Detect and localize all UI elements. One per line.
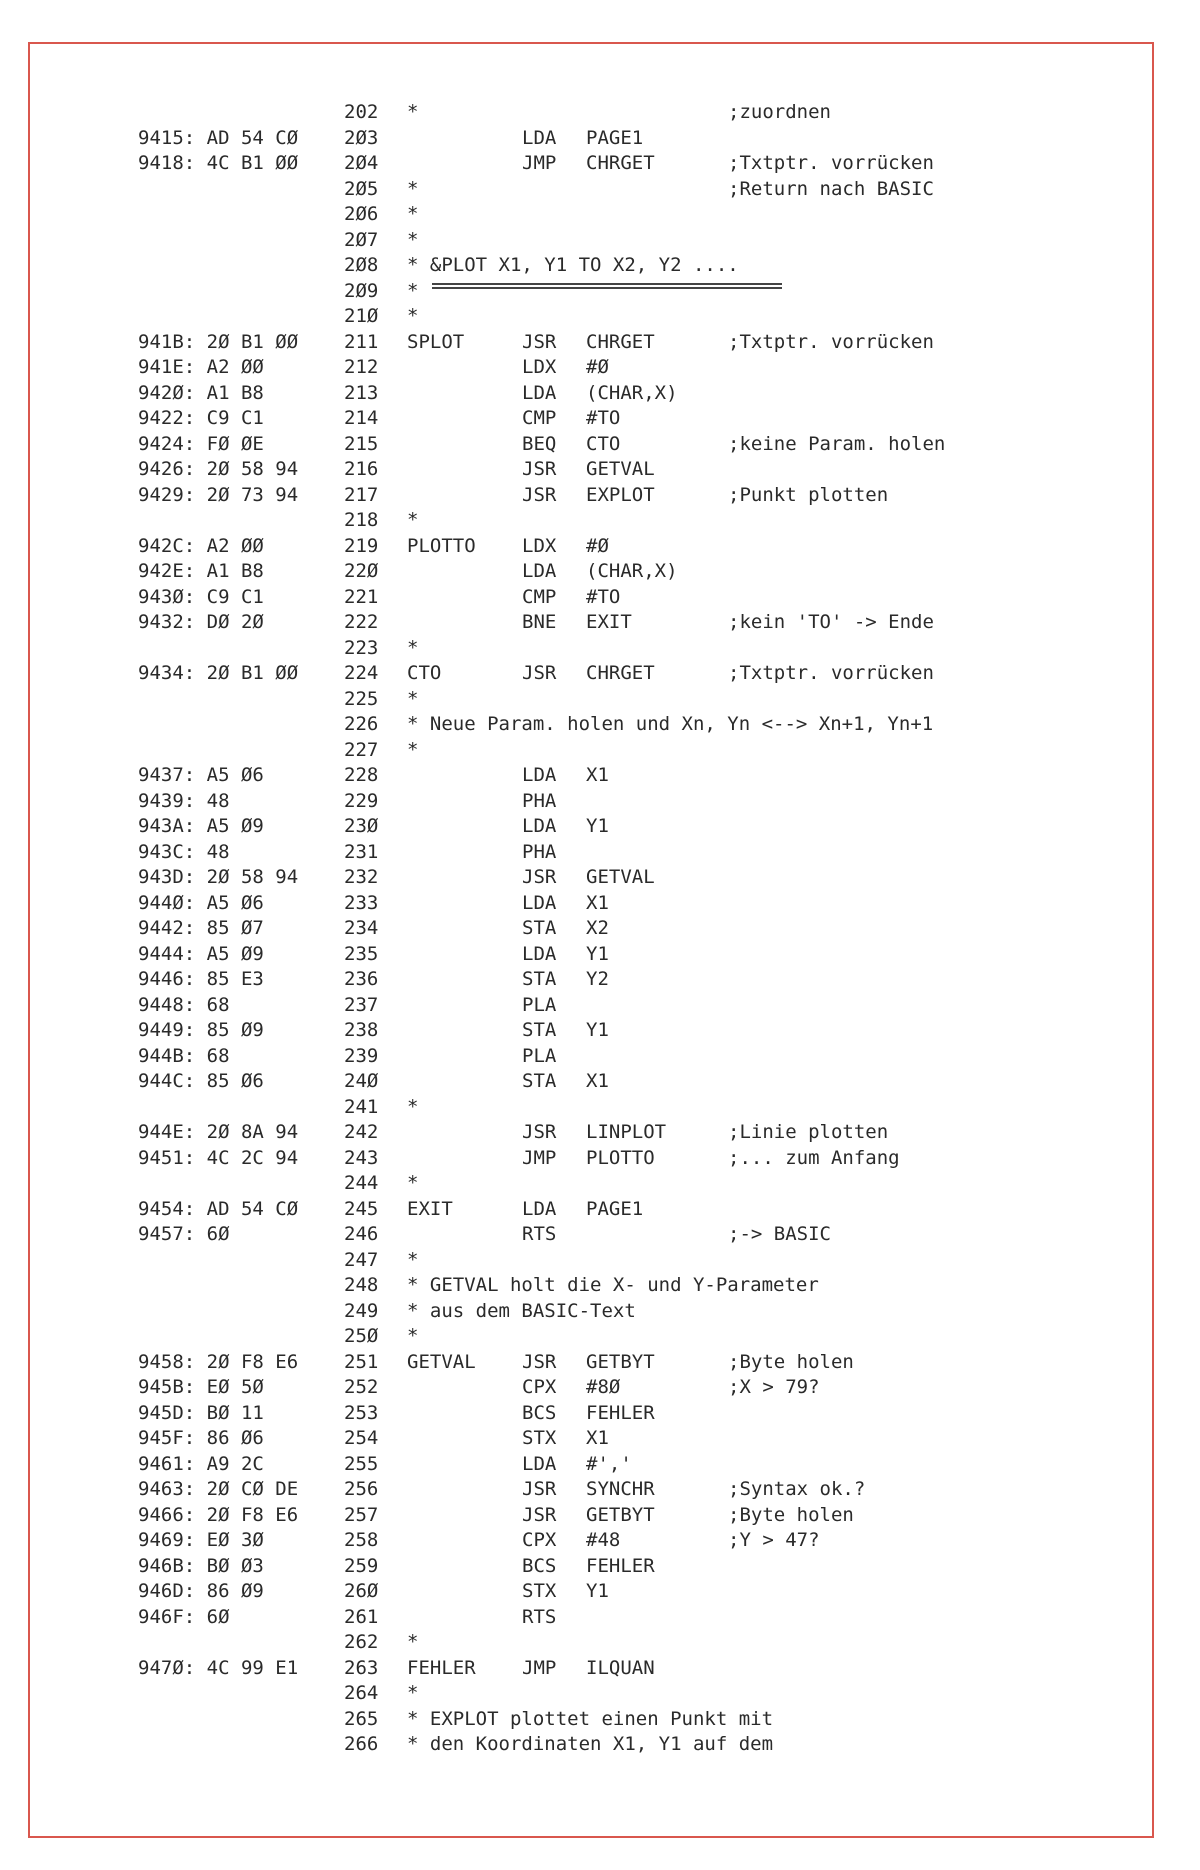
line-number: 265 [344, 1707, 379, 1730]
address-code: 946F: 6Ø [138, 1605, 230, 1628]
comment: ;Syntax ok.? [728, 1478, 866, 1500]
listing-line [0, 1171, 1200, 1197]
opcode: STA [522, 917, 557, 939]
listing-line [0, 177, 1200, 203]
line-number: 244 [344, 1172, 379, 1194]
listing-line [0, 1324, 1200, 1350]
line-number: 266 [344, 1733, 379, 1755]
listing-line [0, 1273, 1200, 1299]
listing-line [0, 1528, 1200, 1554]
comment: ;Txtptr. vorrücken [728, 152, 934, 174]
address-code: 946D: 86 Ø9 [138, 1580, 264, 1602]
listing-line [0, 891, 1200, 917]
line-number: 218 [344, 509, 379, 531]
listing-line [0, 1707, 1200, 1733]
comment-line: * EXPLOT plottet einen Punkt mit [407, 1707, 774, 1730]
opcode: JSR [522, 483, 557, 506]
opcode: STA [522, 1070, 557, 1092]
operand: #48 [586, 1529, 621, 1551]
address-code: 943D: 2Ø 58 94 [138, 866, 299, 888]
line-number: 222 [344, 611, 379, 633]
line-number: 223 [344, 636, 379, 659]
label: * [407, 101, 419, 123]
line-number: 2Ø4 [344, 152, 379, 174]
comment: ;Byte holen [728, 1350, 854, 1373]
comment-line: * Neue Param. holen und Xn, Yn <--> Xn+1, Yn+1 [407, 713, 934, 735]
listing-line [0, 381, 1200, 407]
line-number: 221 [344, 585, 379, 608]
operand: FEHLER [586, 1401, 655, 1424]
operand: PAGE1 [586, 1197, 644, 1220]
label: * [407, 279, 419, 302]
listing-line [0, 534, 1200, 560]
opcode: LDX [522, 534, 557, 557]
listing-line [0, 483, 1200, 509]
listing-line [0, 406, 1200, 432]
opcode: LDA [522, 126, 557, 149]
comment: ;zuordnen [728, 101, 831, 123]
opcode: LDA [522, 815, 557, 837]
comment-line: * aus dem BASIC-Text [407, 1299, 636, 1322]
line-number: 2Ø5 [344, 177, 379, 200]
line-number: 21Ø [344, 305, 379, 327]
line-number: 235 [344, 942, 379, 965]
label: * [407, 305, 419, 327]
operand: #TO [586, 407, 621, 429]
comment: ;kein 'TO' -> Ende [728, 611, 934, 633]
comment: ;-> BASIC [728, 1223, 831, 1245]
line-number: 211 [344, 330, 379, 353]
line-number: 237 [344, 993, 379, 1016]
listing-line [0, 585, 1200, 611]
address-code: 9466: 2Ø F8 E6 [138, 1503, 299, 1526]
address-code: 941B: 2Ø B1 ØØ [138, 330, 299, 353]
line-number: 2Ø8 [344, 254, 379, 276]
line-number: 232 [344, 866, 379, 888]
line-number: 245 [344, 1197, 379, 1220]
address-code: 9439: 48 [138, 789, 230, 812]
operand: EXPLOT [586, 483, 655, 506]
listing-line [0, 1248, 1200, 1274]
listing-line [0, 559, 1200, 585]
line-number: 231 [344, 840, 379, 863]
operand: Y1 [586, 942, 609, 965]
label: PLOTTO [407, 534, 476, 557]
address-code: 9434: 2Ø B1 ØØ [138, 662, 299, 684]
operand: PAGE1 [586, 126, 644, 149]
listing-line [0, 1120, 1200, 1146]
comment: ;Y > 47? [728, 1529, 820, 1551]
opcode: JSR [522, 1503, 557, 1526]
listing-line [0, 253, 1200, 279]
listing-line [0, 151, 1200, 177]
operand: #Ø [586, 356, 609, 378]
line-number: 261 [344, 1605, 379, 1628]
listing-line [0, 1350, 1200, 1376]
line-number: 256 [344, 1478, 379, 1500]
listing-line [0, 636, 1200, 662]
address-code: 9444: A5 Ø9 [138, 942, 264, 965]
operand: (CHAR,X) [586, 381, 678, 404]
comment: ;Txtptr. vorrücken [728, 330, 934, 353]
operand: X1 [586, 891, 609, 914]
comment: ;keine Param. holen [728, 432, 946, 455]
address-code: 9422: C9 C1 [138, 407, 264, 429]
line-number: 236 [344, 968, 379, 990]
label: GETVAL [407, 1350, 476, 1373]
line-number: 23Ø [344, 815, 379, 837]
label: SPLOT [407, 330, 465, 353]
comment: ;... zum Anfang [728, 1146, 900, 1169]
listing-line [0, 202, 1200, 228]
address-code: 945D: BØ 11 [138, 1401, 264, 1424]
comment: ;X > 79? [728, 1376, 820, 1398]
line-number: 215 [344, 432, 379, 455]
label: * [407, 228, 419, 251]
line-number: 22Ø [344, 560, 379, 582]
label: * [407, 1095, 419, 1118]
separator-rule [432, 283, 782, 289]
operand: CHRGET [586, 662, 655, 684]
address-code: 942Ø: A1 B8 [138, 381, 264, 404]
operand: X1 [586, 764, 609, 786]
line-number: 248 [344, 1274, 379, 1296]
listing-line [0, 100, 1200, 126]
line-number: 228 [344, 764, 379, 786]
listing-line [0, 1095, 1200, 1121]
listing-line [0, 1018, 1200, 1044]
line-number: 254 [344, 1427, 379, 1449]
opcode: PHA [522, 789, 557, 812]
listing-line [0, 942, 1200, 968]
address-code: 945F: 86 Ø6 [138, 1427, 264, 1449]
address-code: 944Ø: A5 Ø6 [138, 891, 264, 914]
comment: ;Txtptr. vorrücken [728, 662, 934, 684]
line-number: 214 [344, 407, 379, 429]
listing-line [0, 1146, 1200, 1172]
line-number: 213 [344, 381, 379, 404]
address-code: 9454: AD 54 CØ [138, 1197, 299, 1220]
opcode: JSR [522, 1121, 557, 1143]
listing-line [0, 840, 1200, 866]
line-number: 2Ø9 [344, 279, 379, 302]
line-number: 234 [344, 917, 379, 939]
operand: CTO [586, 432, 621, 455]
line-number: 226 [344, 713, 379, 735]
line-number: 219 [344, 534, 379, 557]
listing-line [0, 712, 1200, 738]
line-number: 239 [344, 1044, 379, 1067]
opcode: PLA [522, 1044, 557, 1067]
address-code: 942E: A1 B8 [138, 560, 264, 582]
opcode: CMP [522, 585, 557, 608]
listing-line [0, 355, 1200, 381]
listing-line [0, 228, 1200, 254]
address-code: 9429: 2Ø 73 94 [138, 483, 299, 506]
line-number: 258 [344, 1529, 379, 1551]
line-number: 233 [344, 891, 379, 914]
operand: X1 [586, 1427, 609, 1449]
operand: #TO [586, 585, 621, 608]
listing-line [0, 1554, 1200, 1580]
label: * [407, 687, 419, 710]
operand: FEHLER [586, 1554, 655, 1577]
opcode: LDA [522, 891, 557, 914]
operand: CHRGET [586, 152, 655, 174]
listing-line [0, 1605, 1200, 1631]
listing-line [0, 1426, 1200, 1452]
opcode: PLA [522, 993, 557, 1016]
line-number: 24Ø [344, 1070, 379, 1092]
operand: X1 [586, 1070, 609, 1092]
opcode: CPX [522, 1376, 557, 1398]
opcode: JMP [522, 152, 557, 174]
label: * [407, 636, 419, 659]
line-number: 242 [344, 1121, 379, 1143]
line-number: 252 [344, 1376, 379, 1398]
label: EXIT [407, 1197, 453, 1220]
line-number: 251 [344, 1350, 379, 1373]
opcode: RTS [522, 1605, 557, 1628]
address-code: 9424: FØ ØE [138, 432, 264, 455]
line-number: 253 [344, 1401, 379, 1424]
comment: ;Return nach BASIC [728, 177, 934, 200]
operand: #8Ø [586, 1376, 621, 1398]
line-number: 2Ø6 [344, 203, 379, 225]
opcode: BNE [522, 611, 557, 633]
operand: Y1 [586, 1580, 609, 1602]
address-code: 943Ø: C9 C1 [138, 585, 264, 608]
line-number: 229 [344, 789, 379, 812]
operand: GETVAL [586, 458, 655, 480]
opcode: STA [522, 968, 557, 990]
label: * [407, 1325, 419, 1347]
address-code: 9457: 6Ø [138, 1223, 230, 1245]
listing-line [0, 330, 1200, 356]
listing-line [0, 916, 1200, 942]
line-number: 26Ø [344, 1580, 379, 1602]
line-number: 243 [344, 1146, 379, 1169]
operand: #',' [586, 1452, 632, 1475]
label: * [407, 1682, 419, 1704]
line-number: 255 [344, 1452, 379, 1475]
operand: (CHAR,X) [586, 560, 678, 582]
opcode: LDA [522, 764, 557, 786]
listing-line [0, 738, 1200, 764]
listing-line [0, 1477, 1200, 1503]
listing-line [0, 304, 1200, 330]
label: * [407, 1631, 419, 1653]
listing-line [0, 1375, 1200, 1401]
operand: LINPLOT [586, 1121, 667, 1143]
listing-line [0, 1503, 1200, 1529]
assembly-listing [0, 100, 1200, 1758]
line-number: 202 [344, 101, 379, 123]
operand: GETBYT [586, 1503, 655, 1526]
address-code: 9449: 85 Ø9 [138, 1019, 264, 1041]
address-code: 9463: 2Ø CØ DE [138, 1478, 299, 1500]
label: FEHLER [407, 1656, 476, 1679]
address-code: 9461: A9 2C [138, 1452, 264, 1475]
line-number: 247 [344, 1248, 379, 1271]
address-code: 943C: 48 [138, 840, 230, 863]
line-number: 217 [344, 483, 379, 506]
operand: X2 [586, 917, 609, 939]
operand: SYNCHR [586, 1478, 655, 1500]
listing-line [0, 1299, 1200, 1325]
address-code: 944C: 85 Ø6 [138, 1070, 264, 1092]
opcode: STA [522, 1019, 557, 1041]
comment: ;Linie plotten [728, 1121, 889, 1143]
line-number: 224 [344, 662, 379, 684]
address-code: 9451: 4C 2C 94 [138, 1146, 299, 1169]
address-code: 946B: BØ Ø3 [138, 1554, 264, 1577]
listing-line [0, 1452, 1200, 1478]
line-number: 2Ø3 [344, 126, 379, 149]
address-code: 9437: A5 Ø6 [138, 764, 264, 786]
operand: ILQUAN [586, 1656, 655, 1679]
comment: ;Punkt plotten [728, 483, 889, 506]
address-code: 947Ø: 4C 99 E1 [138, 1656, 299, 1679]
line-number: 249 [344, 1299, 379, 1322]
line-number: 2Ø7 [344, 228, 379, 251]
comment-line: * den Koordinaten X1, Y1 auf dem [407, 1733, 774, 1755]
opcode: BCS [522, 1554, 557, 1577]
label: * [407, 509, 419, 531]
address-code: 942C: A2 ØØ [138, 534, 264, 557]
line-number: 263 [344, 1656, 379, 1679]
opcode: JMP [522, 1656, 557, 1679]
address-code: 944E: 2Ø 8A 94 [138, 1121, 299, 1143]
opcode: JSR [522, 458, 557, 480]
address-code: 9469: EØ 3Ø [138, 1529, 264, 1551]
operand: GETVAL [586, 866, 655, 888]
address-code: 945B: EØ 5Ø [138, 1376, 264, 1398]
address-code: 9458: 2Ø F8 E6 [138, 1350, 299, 1373]
listing-line [0, 1630, 1200, 1656]
address-code: 941E: A2 ØØ [138, 356, 264, 378]
address-code: 9418: 4C B1 ØØ [138, 152, 299, 174]
opcode: JMP [522, 1146, 557, 1169]
operand: GETBYT [586, 1350, 655, 1373]
operand: #Ø [586, 534, 609, 557]
operand: EXIT [586, 611, 632, 633]
label: * [407, 1172, 419, 1194]
opcode: JSR [522, 330, 557, 353]
listing-line [0, 432, 1200, 458]
listing-line [0, 457, 1200, 483]
listing-line [0, 865, 1200, 891]
label: * [407, 177, 419, 200]
address-code: 943A: A5 Ø9 [138, 815, 264, 837]
opcode: LDA [522, 560, 557, 582]
operand: PLOTTO [586, 1146, 655, 1169]
operand: Y1 [586, 815, 609, 837]
label: * [407, 1248, 419, 1271]
address-code: 9432: DØ 2Ø [138, 611, 264, 633]
line-number: 257 [344, 1503, 379, 1526]
label: CTO [407, 662, 442, 684]
line-number: 227 [344, 738, 379, 761]
listing-line [0, 610, 1200, 636]
listing-line [0, 1681, 1200, 1707]
comment-line: * GETVAL holt die X- und Y-Parameter [407, 1274, 819, 1296]
opcode: JSR [522, 866, 557, 888]
opcode: BEQ [522, 432, 557, 455]
address-code: 9426: 2Ø 58 94 [138, 458, 299, 480]
listing-line [0, 993, 1200, 1019]
operand: CHRGET [586, 330, 655, 353]
opcode: RTS [522, 1223, 557, 1245]
line-number: 246 [344, 1223, 379, 1245]
address-code: 9442: 85 Ø7 [138, 917, 264, 939]
opcode: CMP [522, 407, 557, 429]
label: * [407, 203, 419, 225]
operand: Y2 [586, 968, 609, 990]
operand: Y1 [586, 1019, 609, 1041]
listing-line [0, 1401, 1200, 1427]
opcode: STX [522, 1580, 557, 1602]
line-number: 225 [344, 687, 379, 710]
opcode: BCS [522, 1401, 557, 1424]
listing-line [0, 687, 1200, 713]
label: * [407, 738, 419, 761]
listing-line [0, 126, 1200, 152]
listing-line [0, 789, 1200, 815]
line-number: 264 [344, 1682, 379, 1704]
opcode: LDA [522, 942, 557, 965]
listing-line [0, 1197, 1200, 1223]
address-code: 9415: AD 54 CØ [138, 126, 299, 149]
comment-line: * &PLOT X1, Y1 TO X2, Y2 .... [407, 254, 739, 276]
listing-line [0, 1069, 1200, 1095]
opcode: JSR [522, 1478, 557, 1500]
opcode: LDA [522, 381, 557, 404]
opcode: JSR [522, 1350, 557, 1373]
listing-line [0, 1044, 1200, 1070]
listing-line [0, 1579, 1200, 1605]
address-code: 9448: 68 [138, 993, 230, 1016]
line-number: 212 [344, 356, 379, 378]
address-code: 9446: 85 E3 [138, 968, 264, 990]
opcode: CPX [522, 1529, 557, 1551]
opcode: LDA [522, 1452, 557, 1475]
opcode: PHA [522, 840, 557, 863]
listing-line [0, 814, 1200, 840]
line-number: 238 [344, 1019, 379, 1041]
opcode: LDX [522, 356, 557, 378]
opcode: LDA [522, 1197, 557, 1220]
comment: ;Byte holen [728, 1503, 854, 1526]
line-number: 216 [344, 458, 379, 480]
listing-line [0, 967, 1200, 993]
line-number: 262 [344, 1631, 379, 1653]
listing-line [0, 1656, 1200, 1682]
line-number: 25Ø [344, 1325, 379, 1347]
address-code: 944B: 68 [138, 1044, 230, 1067]
line-number: 241 [344, 1095, 379, 1118]
listing-line [0, 763, 1200, 789]
listing-line [0, 508, 1200, 534]
opcode: STX [522, 1427, 557, 1449]
listing-line [0, 1222, 1200, 1248]
opcode: JSR [522, 662, 557, 684]
listing-line [0, 1732, 1200, 1758]
listing-line [0, 661, 1200, 687]
line-number: 259 [344, 1554, 379, 1577]
